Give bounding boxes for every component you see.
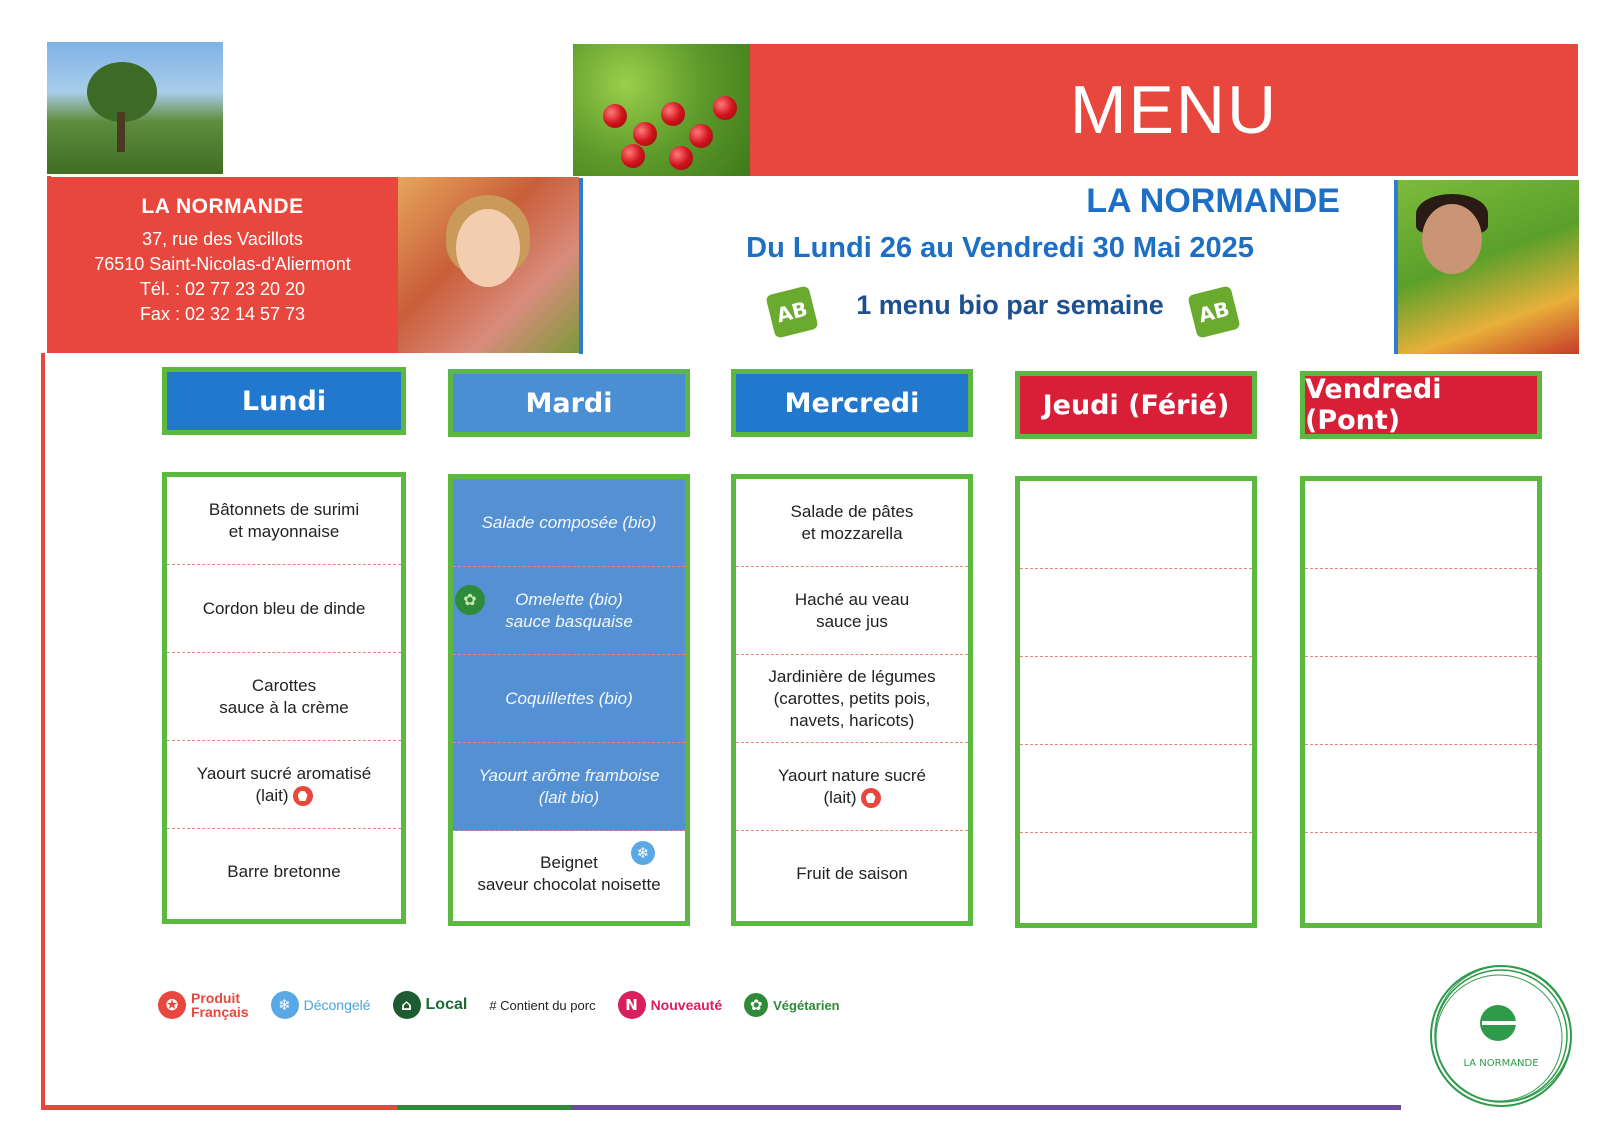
day-header-jeudi: Jeudi (Férié) bbox=[1015, 371, 1257, 439]
produit-francais-icon bbox=[861, 788, 881, 808]
menu-item bbox=[167, 829, 401, 915]
legend-local bbox=[393, 991, 468, 1019]
landscape-photo bbox=[47, 42, 223, 174]
menu-item-text: Carottes sauce à la crème bbox=[219, 675, 349, 717]
menu-title: MENU bbox=[1069, 72, 1279, 148]
bottom-line-red bbox=[41, 1105, 397, 1110]
menu-item-text: Yaourt arôme framboise (lait bio) bbox=[478, 765, 660, 807]
menu-item-text: Salade de pâtes et mozzarella bbox=[790, 501, 914, 543]
menu-item bbox=[453, 479, 685, 567]
legend-label: Nouveauté bbox=[650, 997, 723, 1013]
menu-item-text: Omelette (bio) sauce basquaise bbox=[505, 589, 633, 631]
frame-line bbox=[41, 353, 45, 1109]
header-name: LA NORMANDE bbox=[1086, 182, 1340, 220]
vegetarien-icon: ✿ bbox=[455, 585, 485, 615]
menu-item bbox=[1020, 745, 1252, 833]
legend-label: Produit Français bbox=[191, 990, 249, 1020]
legend-label: Local bbox=[425, 996, 468, 1013]
legend-label: Végétarien bbox=[773, 997, 840, 1013]
menu-item-text: Beignet saveur chocolat noisette bbox=[477, 853, 661, 894]
menu-column-vendredi bbox=[1300, 476, 1542, 928]
decongele-icon: ❄ bbox=[271, 991, 299, 1019]
local-icon: ⌂ bbox=[393, 991, 421, 1019]
frame-line bbox=[47, 176, 51, 353]
menu-item bbox=[736, 831, 968, 917]
decongele-icon: ❄ bbox=[631, 841, 655, 865]
produit-francais-icon bbox=[293, 786, 313, 806]
menu-item-text: Cordon bleu de dinde bbox=[202, 598, 366, 618]
ab-badge-right bbox=[1192, 290, 1236, 334]
divider bbox=[579, 178, 583, 354]
legend-label: # Contient du porc bbox=[489, 997, 596, 1013]
menu-item bbox=[167, 477, 401, 565]
header-bio: 1 menu bio par semaine bbox=[856, 290, 1164, 320]
menu-item bbox=[167, 653, 401, 741]
menu-column-lundi bbox=[162, 472, 406, 924]
menu-item bbox=[453, 743, 685, 831]
menu-item bbox=[1020, 569, 1252, 657]
menu-item bbox=[736, 743, 968, 831]
menu-item bbox=[167, 565, 401, 653]
ab-bio-icon: AB bbox=[765, 285, 818, 338]
menu-item bbox=[1020, 481, 1252, 569]
menu-item bbox=[1305, 745, 1537, 833]
bottom-line-green bbox=[397, 1105, 571, 1110]
ab-bio-icon: AB bbox=[1187, 285, 1240, 338]
menu-item bbox=[453, 655, 685, 743]
address-city: 76510 Saint-Nicolas-d'Aliermont bbox=[94, 254, 351, 274]
la-normande-logo bbox=[1426, 961, 1576, 1111]
menu-item-text: Salade composée (bio) bbox=[481, 512, 657, 532]
day-header-mardi: Mardi bbox=[448, 369, 690, 437]
legend bbox=[158, 985, 862, 1025]
menu-item-text: Coquillettes (bio) bbox=[505, 688, 633, 708]
legend-decongele bbox=[271, 991, 371, 1019]
day-header-vendredi: Vendredi (Pont) bbox=[1300, 371, 1542, 439]
menu-item-text: Bâtonnets de surimi et mayonnaise bbox=[208, 499, 360, 541]
menu-item bbox=[1305, 481, 1537, 569]
address-street: 37, rue des Vacillots bbox=[142, 229, 303, 249]
produit-francais-icon: ✪ bbox=[158, 991, 186, 1019]
menu-item-text: Yaourt nature sucré (lait) bbox=[777, 765, 927, 807]
legend-vegetarien bbox=[744, 993, 839, 1017]
menu-column-mardi bbox=[448, 474, 690, 926]
menu-item bbox=[453, 567, 685, 655]
menu-item bbox=[736, 655, 968, 743]
menu-column-mercredi bbox=[731, 474, 973, 926]
menu-item-text: Barre bretonne bbox=[227, 862, 341, 881]
menu-item bbox=[1305, 657, 1537, 745]
legend-porc bbox=[489, 998, 595, 1013]
menu-item-text: Fruit de saison bbox=[796, 864, 908, 883]
cherries-photo bbox=[573, 44, 750, 176]
address-fax: Fax : 02 32 14 57 73 bbox=[139, 304, 306, 324]
address-box bbox=[47, 177, 398, 353]
legend-label: Décongelé bbox=[303, 997, 371, 1013]
menu-item-text: Jardinière de légumes (carottes, petits pois, navets, haricots) bbox=[768, 666, 936, 730]
vegetarien-icon: ✿ bbox=[744, 993, 768, 1017]
legend-nouveaute bbox=[618, 991, 723, 1019]
menu-item-text: Haché au veau sauce jus bbox=[794, 589, 910, 631]
day-header-lundi: Lundi bbox=[162, 367, 406, 435]
menu-item bbox=[167, 741, 401, 829]
logo-text: LA NORMANDE bbox=[1463, 1058, 1539, 1069]
menu-banner bbox=[750, 44, 1578, 176]
menu-column-jeudi bbox=[1015, 476, 1257, 928]
menu-item-text: Yaourt sucré aromatisé (lait) bbox=[196, 763, 372, 805]
menu-item bbox=[736, 479, 968, 567]
menu-item bbox=[736, 567, 968, 655]
menu-item bbox=[1305, 569, 1537, 657]
company-name: LA NORMANDE bbox=[141, 195, 304, 218]
bottom-line-purple bbox=[571, 1105, 1401, 1110]
menu-item bbox=[1020, 657, 1252, 745]
legend-produit-francais bbox=[158, 991, 249, 1019]
menu-item bbox=[1305, 833, 1537, 919]
boy-photo bbox=[1394, 180, 1579, 354]
address-tel: Tél. : 02 77 23 20 20 bbox=[139, 279, 306, 299]
menu-item bbox=[453, 831, 685, 917]
menu-item bbox=[1020, 833, 1252, 919]
divider bbox=[1394, 180, 1398, 354]
day-header-mercredi: Mercredi bbox=[731, 369, 973, 437]
header-dates: Du Lundi 26 au Vendredi 30 Mai 2025 bbox=[746, 232, 1254, 264]
nouveaute-icon: N bbox=[618, 991, 646, 1019]
girl-photo bbox=[398, 177, 579, 353]
